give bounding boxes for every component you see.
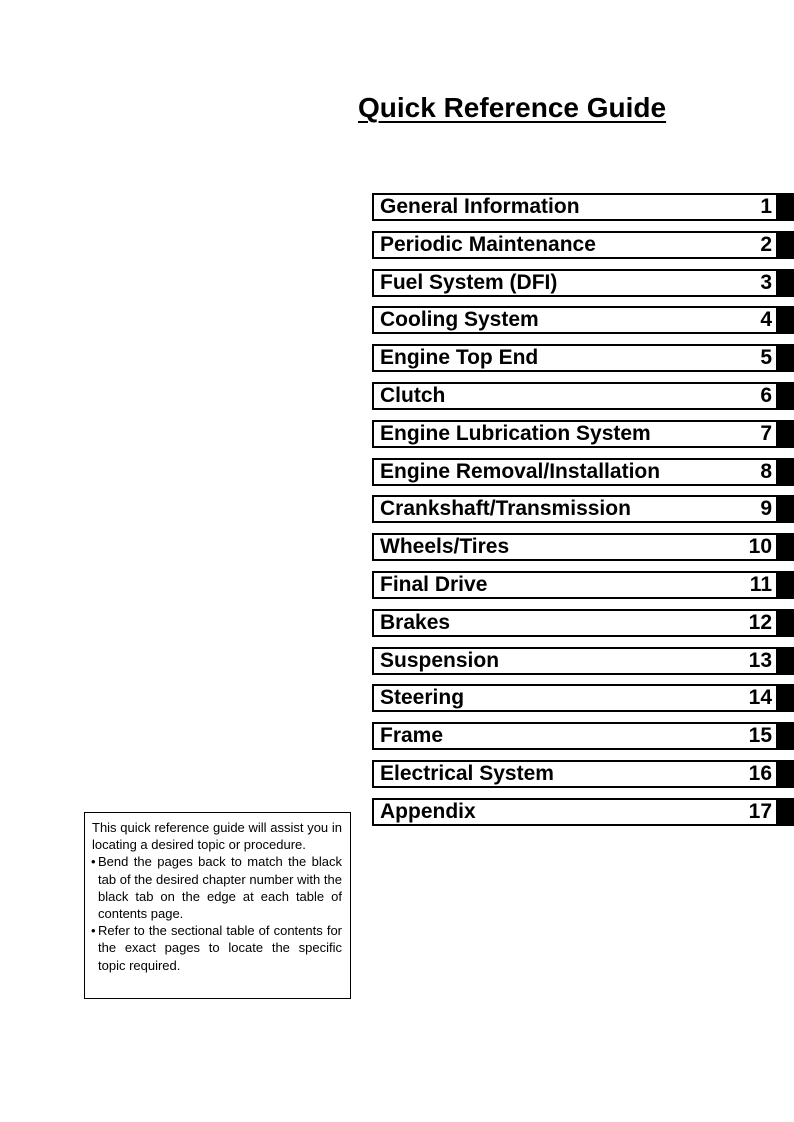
toc-entry-label: Frame (380, 724, 444, 748)
note-bullet-item (92, 922, 342, 974)
toc-entry-number: 15 (748, 724, 772, 748)
toc-entry-label: Final Drive (380, 572, 488, 596)
toc-entry-number: 6 (760, 383, 772, 407)
black-tab-marker (778, 344, 794, 372)
toc-entry-number: 3 (760, 270, 772, 294)
black-tab-marker (778, 269, 794, 297)
black-tab-marker (778, 533, 794, 561)
note-bullet-text: Refer to the sectional table of contents for the exact pages to locate the specific topic required. (98, 923, 342, 973)
toc-entry-number: 17 (748, 799, 772, 823)
toc-entry-number: 9 (760, 497, 772, 521)
toc-entry-number: 11 (749, 572, 772, 596)
toc-entry-clutch[interactable] (372, 382, 794, 410)
toc-entry-appendix[interactable] (372, 798, 794, 826)
black-tab-marker (778, 458, 794, 486)
toc-entry-number: 5 (760, 346, 772, 370)
toc-entry-number: 8 (760, 459, 772, 483)
toc-entry-wheels-tires[interactable] (372, 533, 794, 561)
toc-entry-label: Electrical System (380, 761, 554, 785)
bullet-icon: • (91, 923, 96, 939)
black-tab-marker (778, 722, 794, 750)
toc-entry-label: Engine Removal/Installation (380, 459, 661, 483)
toc-entry-engine-top-end[interactable] (372, 344, 794, 372)
toc-entry-fuel-system[interactable] (372, 269, 794, 297)
toc-entry-suspension[interactable] (372, 647, 794, 675)
black-tab-marker (778, 609, 794, 637)
toc-entry-number: 16 (748, 761, 772, 785)
toc-entry-label: General Information (380, 195, 580, 218)
toc-entry-number: 12 (748, 610, 772, 634)
toc-entry-label: Cooling System (380, 308, 539, 332)
toc-entry-engine-lubrication-system[interactable] (372, 420, 794, 448)
toc-entry-frame-chapter[interactable] (372, 722, 794, 750)
toc-entry-electrical-system[interactable] (372, 760, 794, 788)
black-tab-marker (778, 495, 794, 523)
note-bullet-item (92, 853, 342, 922)
black-tab-marker (778, 306, 794, 334)
black-tab-marker (778, 684, 794, 712)
black-tab-marker (778, 420, 794, 448)
note-intro-text: This quick reference guide will assist you in locating a desired topic or procedure. (92, 820, 342, 853)
black-tab-marker (778, 647, 794, 675)
toc-entry-label: Engine Top End (380, 346, 539, 370)
toc-entry-number: 2 (760, 232, 772, 256)
toc-entry-label: Steering (380, 686, 465, 710)
toc-entry-number: 14 (748, 686, 772, 710)
black-tab-marker (778, 760, 794, 788)
usage-note-box (84, 812, 351, 999)
toc-entry-number: 10 (748, 535, 772, 559)
toc-entry-engine-removal-installation[interactable] (372, 458, 794, 486)
toc-entry-label: Crankshaft/Transmission (380, 497, 631, 521)
toc-entry-number: 4 (760, 308, 772, 332)
toc-entry-cooling-system[interactable] (372, 306, 794, 334)
toc-entry-general-information[interactable] (372, 193, 794, 221)
black-tab-marker (778, 231, 794, 259)
toc-entry-number: 1 (760, 195, 772, 218)
toc-entry-label: Wheels/Tires (380, 535, 510, 559)
toc-entry-crankshaft-transmission[interactable] (372, 495, 794, 523)
table-of-contents (372, 193, 794, 836)
toc-entry-periodic-maintenance[interactable] (372, 231, 794, 259)
toc-entry-label: Appendix (380, 799, 476, 823)
toc-entry-label: Engine Lubrication System (380, 421, 651, 445)
toc-entry-label: Suspension (380, 648, 500, 672)
toc-entry-final-drive[interactable] (372, 571, 794, 599)
black-tab-marker (778, 382, 794, 410)
toc-entry-label: Fuel System (DFI) (380, 270, 558, 294)
bullet-icon: • (91, 854, 96, 870)
black-tab-marker (778, 193, 794, 221)
note-bullet-text: Bend the pages back to match the black tab of the desired chapter number with the black tab on the edge at each table of contents page. (98, 854, 342, 922)
toc-entry-steering[interactable] (372, 684, 794, 712)
toc-entry-brakes[interactable] (372, 609, 794, 637)
black-tab-marker (778, 571, 794, 599)
page-title: Quick Reference Guide (358, 92, 667, 123)
toc-entry-label: Brakes (380, 610, 451, 634)
toc-entry-number: 7 (760, 421, 772, 445)
black-tab-marker (778, 798, 794, 826)
toc-entry-number: 13 (748, 648, 772, 672)
toc-entry-label: Periodic Maintenance (380, 232, 596, 256)
toc-entry-label: Clutch (380, 383, 446, 407)
